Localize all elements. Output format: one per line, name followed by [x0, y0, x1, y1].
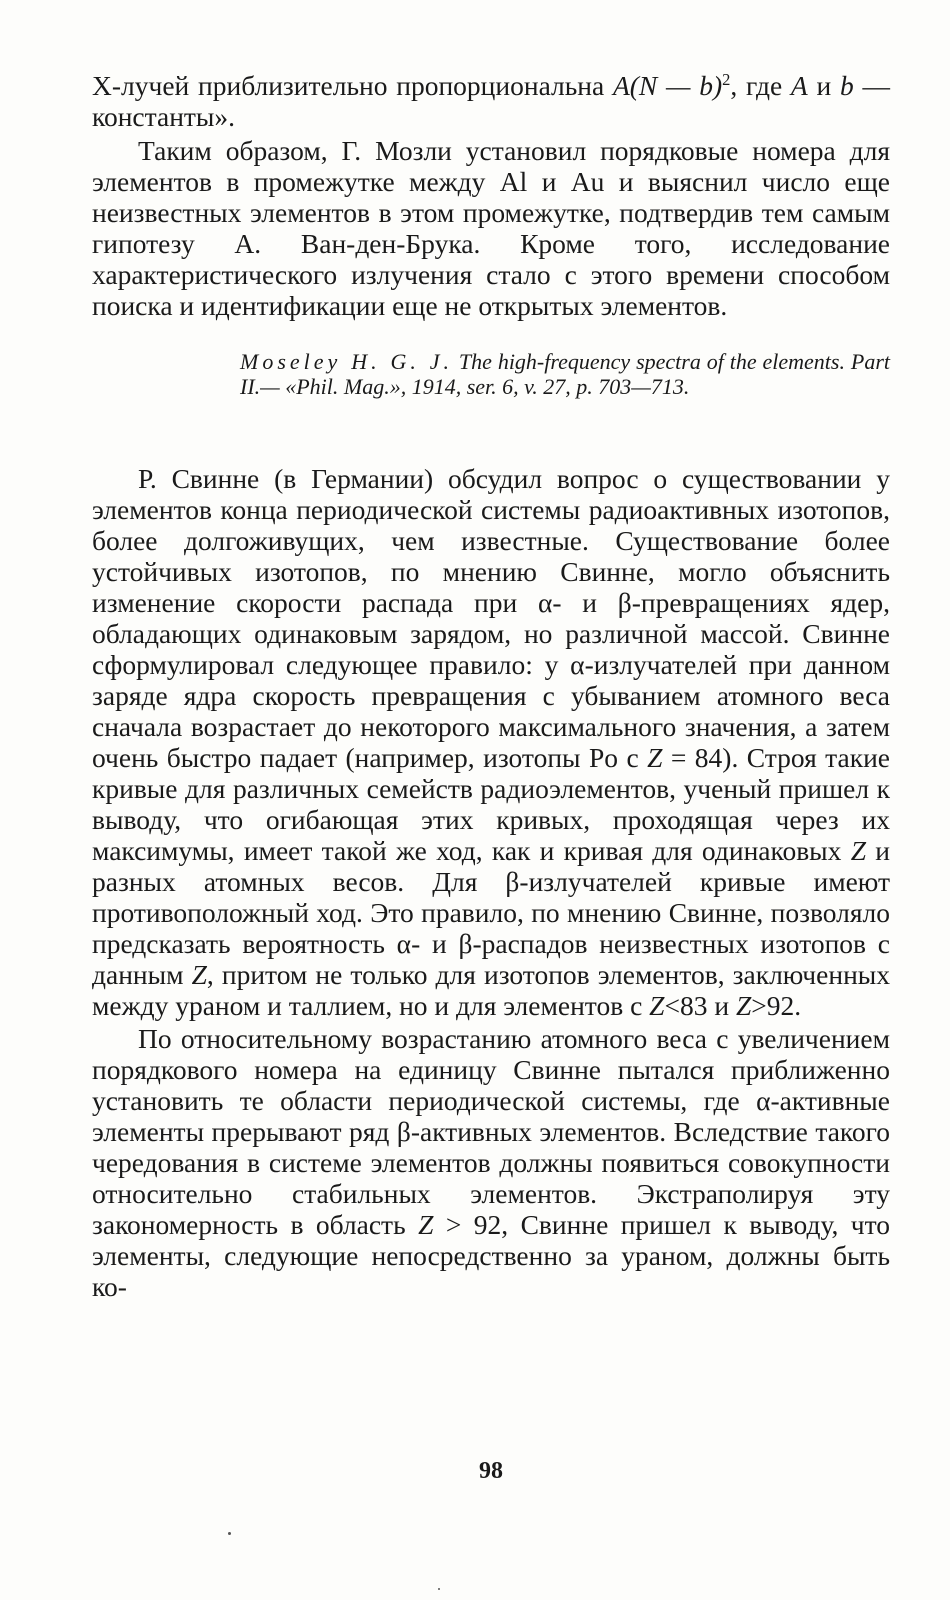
text-span: , где [730, 70, 791, 101]
print-speck [228, 1532, 231, 1535]
symbol-z: Z [647, 742, 663, 773]
book-page [92, 70, 890, 1570]
print-speck [438, 1588, 440, 1590]
text-span: и разных атомных весов. Для β-излучателей кривые имеют противоположный ход. Это правило, по мнению Свинне, позволяло предсказать вероятность α- и β-распадов неизвестных изотопов с данным [92, 835, 890, 990]
paragraph-atomic-weight [92, 1023, 890, 1302]
symbol-a: A [790, 70, 808, 101]
paragraph-moseley-summary: Таким образом, Г. Мозли установил порядковые номера для элементов в промежутке между Al и Au и выяснил число еще неизвестных элементов в этом промежутке, подтвердив тем самым гипотезу А. Ван-ден-Брука. Кроме того, исследование характеристического излучения стало с этого времени способом поиска и идентификации еще не открытых элементов. [92, 135, 890, 321]
text-span: <83 и [664, 990, 736, 1021]
reference-author: Moseley H. G. J. [240, 349, 454, 374]
text-span: По относительному возрастанию атомного веса с увеличением порядкового номера на единицу Свинне пытался приближенно установить те области периодической системы, где α-активные элементы прерывают ряд β-активных элементов. Вследствие такого чередования в системе элементов должны появиться совокупности относительно стабильных элементов. Экстраполируя эту закономерность в область [92, 1023, 890, 1240]
formula-exponent: 2 [722, 69, 731, 89]
text-span: , притом не только для изотопов элементов, заключенных между ураном и таллием, но и для элементов с [92, 959, 891, 1021]
symbol-z: Z [418, 1209, 434, 1240]
symbol-b: b [839, 70, 854, 101]
text-span: = 84). Строя такие кривые для различных семейств радиоэлементов, ученый пришел к выводу, что огибающая этих кривых, проходящая через их максимумы, имеет такой же ход, как и кривая для одинаковых [92, 742, 891, 866]
symbol-z: Z [649, 990, 665, 1021]
page-number: 98 [479, 1458, 503, 1484]
text-span: > 92, Свинне пришел к выводу, что элементы, следующие непосредственно за ураном, должны быть ко- [92, 1209, 891, 1302]
text-span: — константы». [92, 70, 890, 132]
paragraph-swinne [92, 463, 890, 1021]
text-span: и [807, 70, 840, 101]
text-span: X-лучей приблизительно пропорциональна [92, 70, 613, 101]
symbol-z: Z [191, 959, 207, 990]
formula: A(N — b) [612, 70, 723, 101]
reference-title: The high-frequency spectra of the elements. Part II.— «Phil. Mag.», 1914, ser. 6, v. 27, p. 703—713. [240, 349, 890, 399]
paragraph-continuation [92, 70, 890, 132]
text-span: Р. Свинне (в Германии) обсудил вопрос о существовании у элементов конца периодической системы радиоактивных изотопов, более долгоживущих, чем известные. Существование более устойчивых изотопов, по мнению Свинне, могло объяснить изменение скорости распада при α- и β-превращениях ядер, обладающих одинаковым зарядом, но различной массой. Свинне сформулировал следующее правило: у α-излучателей при данном заряде ядра скорость превращения с убыванием атомного веса сначала возрастает до некоторого максимального значения, а затем очень быстро падает (например, изотопы Po с [92, 463, 890, 773]
text-span: >92. [751, 990, 802, 1021]
symbol-z: Z [735, 990, 752, 1021]
symbol-z: Z [850, 835, 866, 866]
bibliographic-reference [240, 349, 890, 399]
